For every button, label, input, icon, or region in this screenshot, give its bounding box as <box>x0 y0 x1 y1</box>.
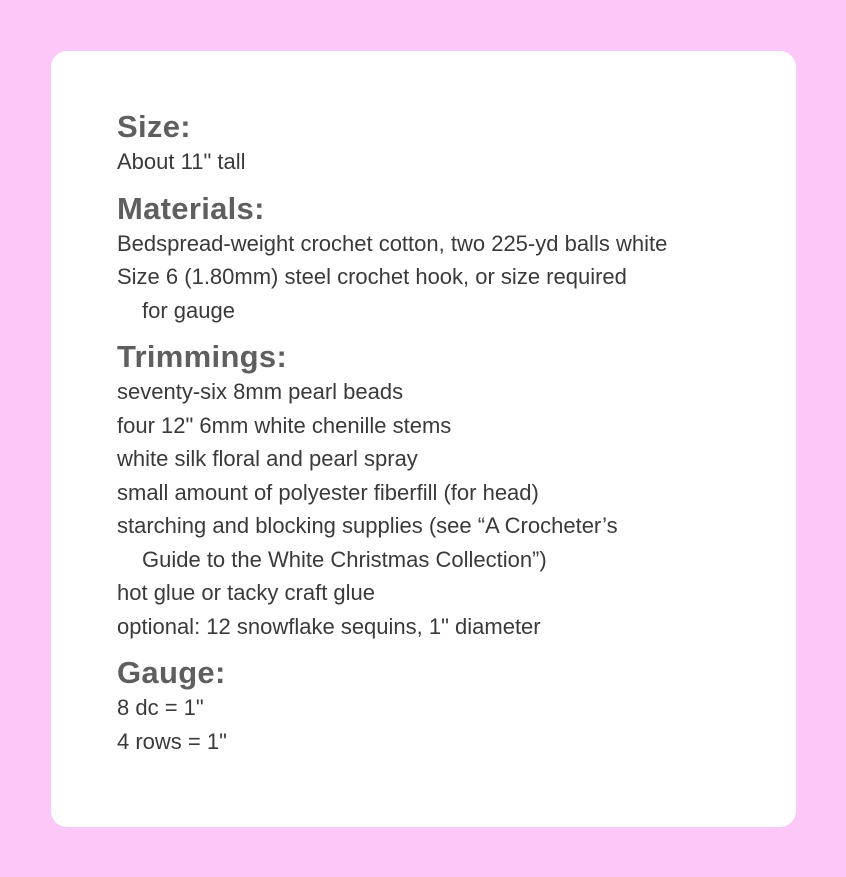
section-heading: Gauge: <box>117 655 226 690</box>
section-line: small amount of polyester fiberfill (for head) <box>117 479 539 505</box>
section-line: four 12" 6mm white chenille stems <box>117 412 452 438</box>
section-line: starching and blocking supplies (see “A Crocheter’s <box>117 513 618 538</box>
section-line: for gauge <box>142 297 235 323</box>
section-line: white silk floral and pearl spray <box>117 446 418 471</box>
section-line: Guide to the White Christmas Collection”) <box>142 546 547 572</box>
section-line: optional: 12 snowflake sequins, 1" diameter <box>117 613 541 639</box>
section-materials <box>117 191 786 328</box>
card-content <box>117 109 786 770</box>
section-heading: Materials: <box>117 190 265 226</box>
section-heading: Trimmings: <box>117 339 288 374</box>
section-trimmings <box>117 339 786 643</box>
section-heading: Size: <box>117 109 191 144</box>
section-line: hot glue or tacky craft glue <box>117 580 376 605</box>
section-size <box>117 109 786 179</box>
section-line: 8 dc = 1" <box>117 695 204 720</box>
section-gauge <box>117 655 786 758</box>
section-line: Bedspread-weight crochet cotton, two 225-yd balls white <box>117 230 668 256</box>
section-line: 4 rows = 1" <box>117 728 227 754</box>
section-line: Size 6 (1.80mm) steel crochet hook, or size required <box>117 264 627 289</box>
section-line: About 11" tall <box>117 149 246 174</box>
materials-card <box>51 51 796 827</box>
section-line: seventy-six 8mm pearl beads <box>117 379 404 404</box>
